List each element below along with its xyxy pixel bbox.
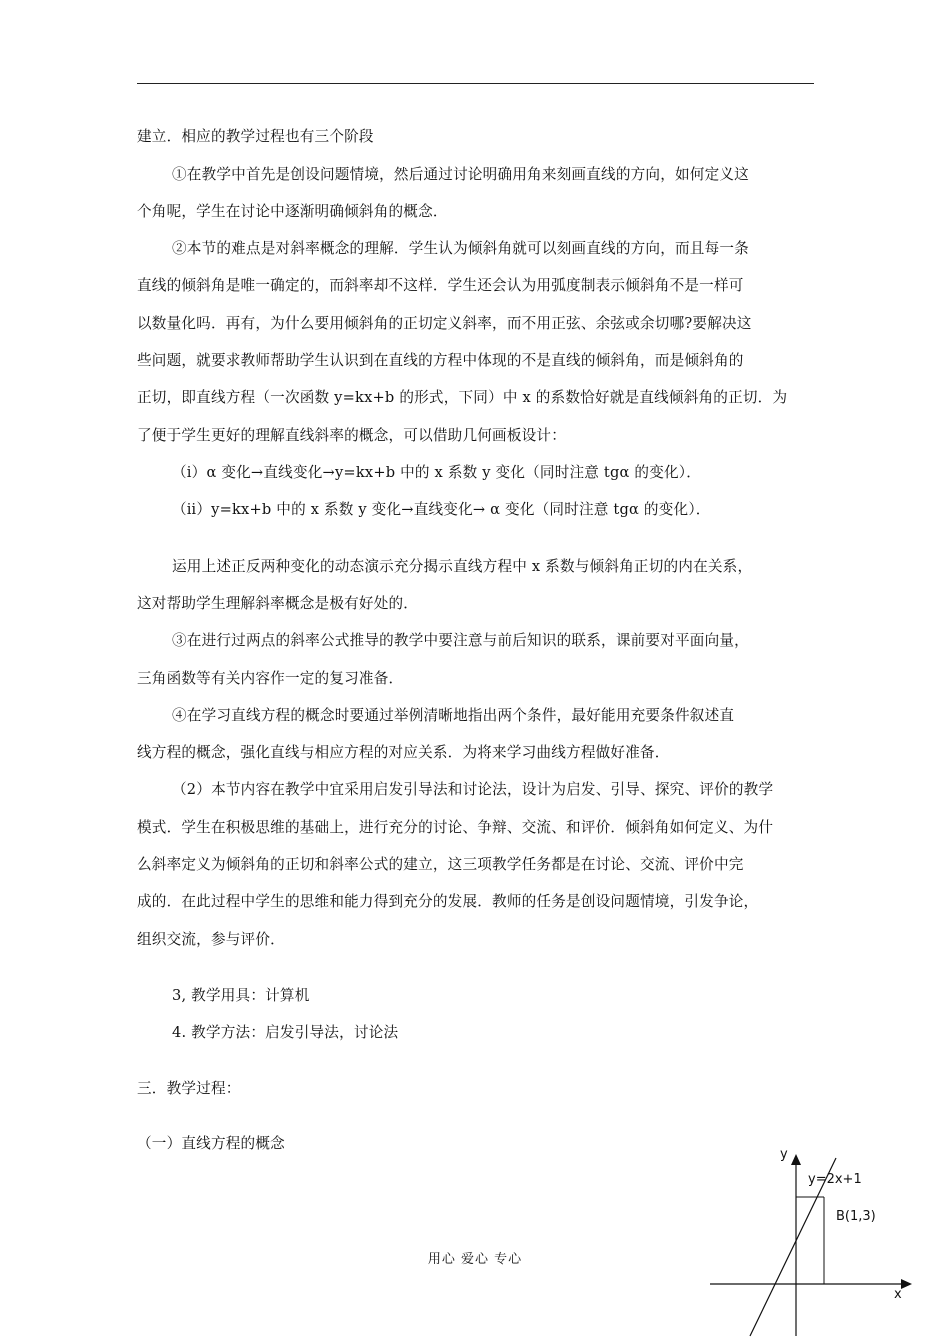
line-equation-label: y=2x+1 (808, 1172, 862, 1187)
subsection-heading: （一）直线方程的概念 (137, 1135, 285, 1152)
paragraph-line: 三角函数等有关内容作一定的复习准备． (137, 670, 404, 687)
paragraph-line: 个角呢，学生在讨论中逐渐明确倾斜角的概念． (137, 203, 448, 220)
paragraph-line: 这对帮助学生理解斜率概念是极有好处的． (137, 595, 419, 612)
paragraph-line: 直线的倾斜角是唯一确定的，而斜率却不这样．学生还会认为用弧度制表示倾斜角不是一样可 (137, 277, 744, 294)
paragraph-line: 模式．学生在积极思维的基础上，进行充分的讨论、争辩、交流、和评价．倾斜角如何定义、为什 (137, 819, 774, 836)
paragraph-line: 3, 教学用具：计算机 (172, 987, 310, 1004)
paragraph-line: ③在进行过两点的斜率公式推导的教学中要注意与前后知识的联系，课前要对平面向量， (172, 632, 749, 649)
x-axis-arrow (901, 1279, 912, 1289)
paragraph-line: 组织交流，参与评价． (137, 931, 285, 948)
list-item: （ⅱ）y=kx+b 中的 x 系数 y 变化→直线变化→ α 变化（同时注意 tgα 的变化）． (172, 501, 711, 518)
point-b-label: B(1,3) (836, 1209, 876, 1224)
paragraph-line: 建立．相应的教学过程也有三个阶段 (137, 128, 374, 145)
paragraph-line: 以数量化吗．再有，为什么要用倾斜角的正切定义斜率，而不用正弦、余弦或余切哪?要解决这 (137, 315, 752, 332)
paragraph-line: 成的．在此过程中学生的思维和能力得到充分的发展．教师的任务是创设问题情境，引发争论， (137, 893, 759, 910)
paragraph-line: 些问题，就要求教师帮助学生认识到在直线的方程中体现的不是直线的倾斜角，而是倾斜角的 (137, 352, 744, 369)
paragraph-line: 运用上述正反两种变化的动态演示充分揭示直线方程中 x 系数与倾斜角正切的内在关系， (172, 558, 753, 575)
section-heading: 三．教学过程： (137, 1080, 241, 1097)
list-item: （ⅰ）α 变化→直线变化→y=kx+b 中的 x 系数 y 变化（同时注意 tgα 的变化）． (172, 464, 702, 481)
paragraph-line: ②本节的难点是对斜率概念的理解．学生认为倾斜角就可以刻画直线的方向，而且每一条 (172, 240, 749, 257)
paragraph-line: 正切，即直线方程（一次函数 y=kx+b 的形式，下同）中 x 的系数恰好就是直线倾斜角的正切．为 (137, 389, 788, 406)
y-axis-arrow (791, 1154, 801, 1165)
paragraph-line: 么斜率定义为倾斜角的正切和斜率公式的建立，这三项教学任务都是在讨论、交流、评价中完 (137, 856, 744, 873)
page-footer: 用心 爱心 专心 (427, 1252, 523, 1267)
x-axis-label: x (894, 1287, 902, 1302)
paragraph-line: ④在学习直线方程的概念时要通过举例清晰地指出两个条件，最好能用充要条件叙述直 (172, 707, 735, 724)
paragraph-line: ①在教学中首先是创设问题情境，然后通过讨论明确用角来刻画直线的方向，如何定义这 (172, 166, 749, 183)
y-axis-label: y (780, 1147, 788, 1162)
paragraph-line: 4. 教学方法：启发引导法，讨论法 (172, 1024, 399, 1041)
header-rule (137, 83, 814, 84)
paragraph-line: 了便于学生更好的理解直线斜率的概念，可以借助几何画板设计： (137, 427, 567, 444)
paragraph-line: 线方程的概念，强化直线与相应方程的对应关系．为将来学习曲线方程做好准备． (137, 744, 670, 761)
paragraph-line: （2）本节内容在教学中宜采用启发引导法和讨论法，设计为启发、引导、探究、评价的教学 (172, 781, 774, 798)
coordinate-figure (700, 1140, 920, 1340)
